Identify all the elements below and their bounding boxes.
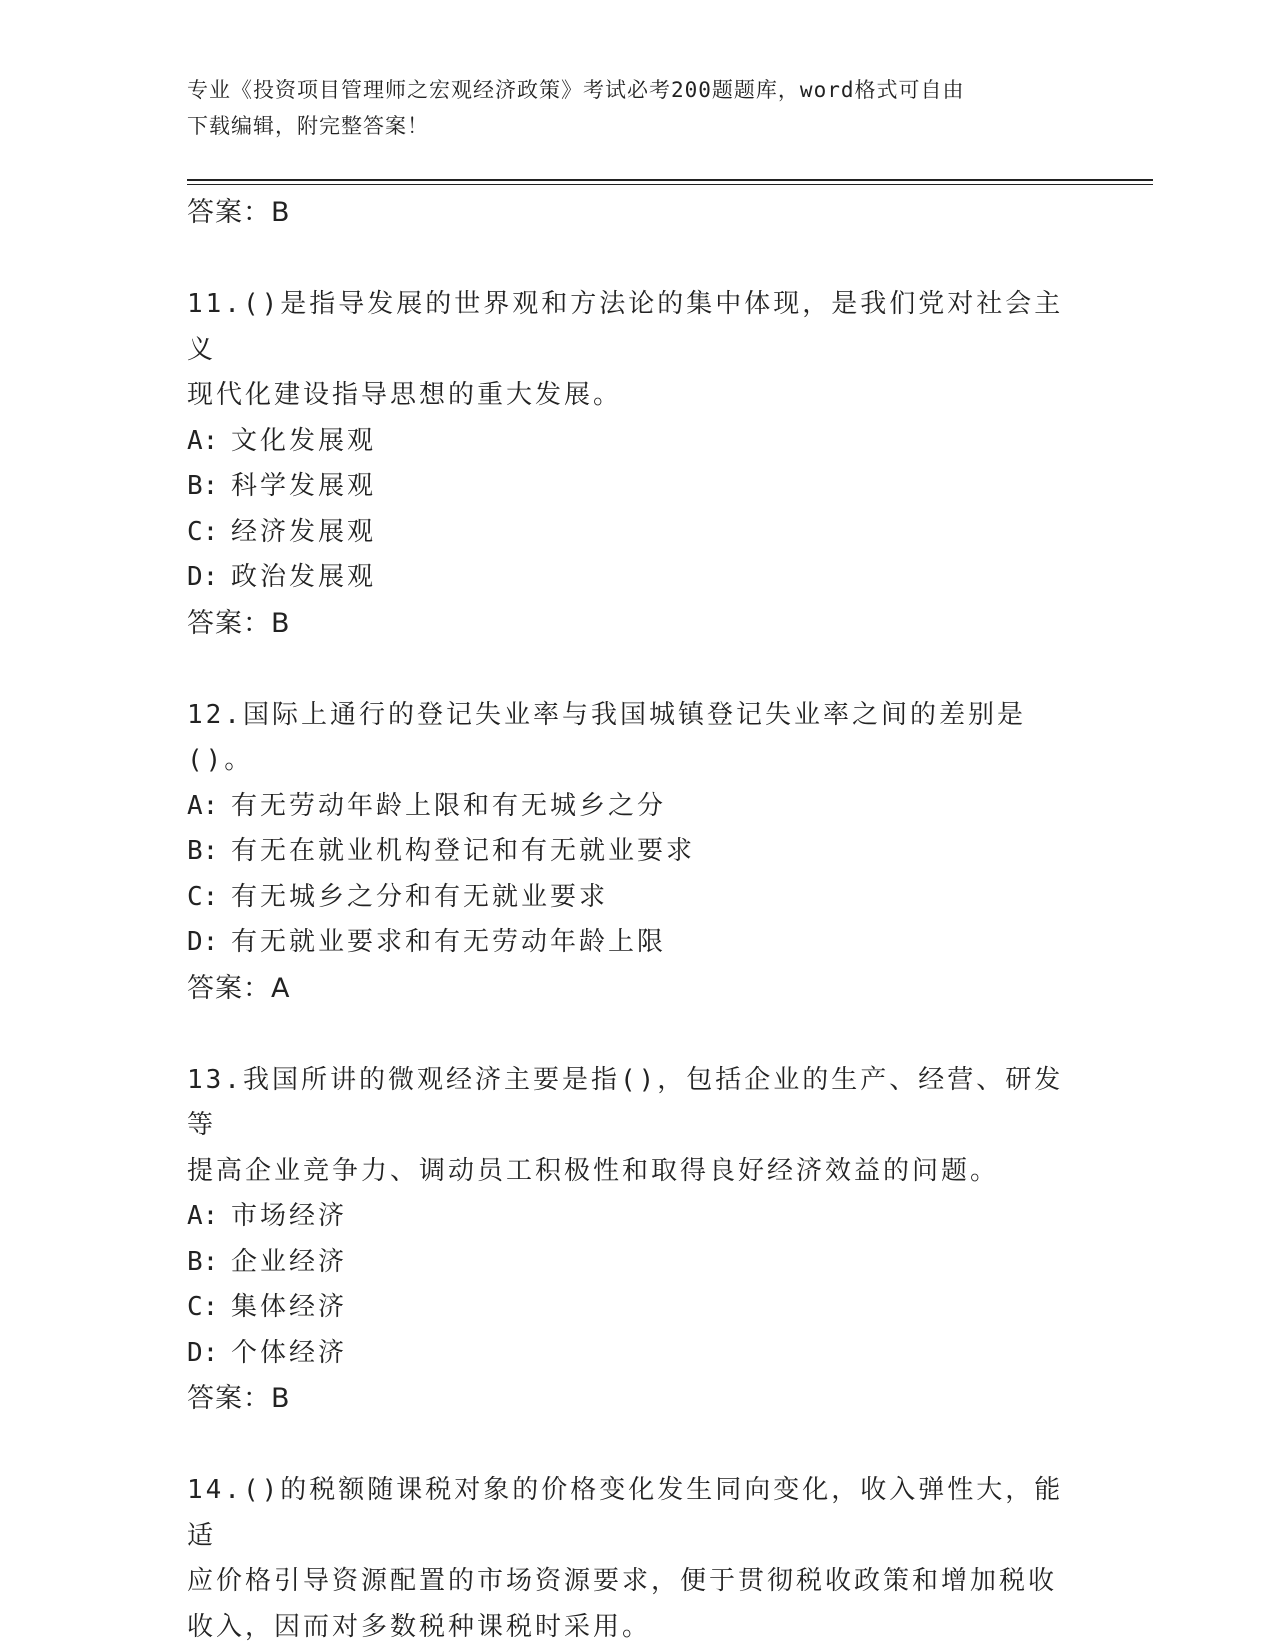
- option-b: [187, 829, 1087, 875]
- option-text: 市场经济: [231, 1201, 348, 1231]
- question-stem: 现代化建设指导思想的重大发展。: [187, 380, 623, 410]
- option-text: 经济发展观: [231, 516, 377, 547]
- option-text: 有无城乡之分和有无就业要求: [231, 881, 609, 912]
- question-block: [187, 693, 1087, 1012]
- question-stem: 12.国际上通行的登记失业率与我国城镇登记失业率之间的差别是()。: [187, 699, 1026, 775]
- answer-line: 答案：B: [187, 607, 291, 639]
- option-text: 科学发展观: [231, 471, 377, 501]
- option-text: 企业经济: [231, 1246, 348, 1277]
- option-a: [187, 1194, 1087, 1240]
- option-label: D:: [187, 1337, 219, 1368]
- option-text: 个体经济: [231, 1337, 348, 1368]
- question-block: [187, 282, 1087, 647]
- option-text: 集体经济: [231, 1292, 348, 1322]
- question-stem: 应价格引导资源配置的市场资源要求，便于贯彻税收政策和增加税收: [187, 1566, 1058, 1596]
- option-label: B:: [187, 1246, 219, 1277]
- option-label: C:: [187, 881, 219, 912]
- option-d: [187, 920, 1087, 966]
- option-label: C:: [187, 1292, 219, 1322]
- question-list: [187, 190, 1087, 1650]
- header-line-2: 下载编辑，附完整答案！: [187, 114, 429, 138]
- option-label: D:: [187, 927, 219, 957]
- answer-line: 答案：B: [187, 197, 291, 228]
- option-label: D:: [187, 562, 219, 592]
- option-c: [187, 875, 1087, 921]
- option-b: [187, 1240, 1087, 1286]
- header-rule-thin: [187, 184, 1153, 185]
- option-a: [187, 419, 1087, 465]
- question-stem: 13.我国所讲的微观经济主要是指()，包括企业的生产、经营、研发等: [187, 1064, 1064, 1140]
- option-label: A:: [187, 425, 219, 456]
- option-label: C:: [187, 516, 219, 547]
- question-stem: 14.()的税额随课税对象的价格变化发生同向变化，收入弹性大，能适: [187, 1475, 1064, 1551]
- option-c: [187, 510, 1087, 556]
- option-text: 有无在就业机构登记和有无就业要求: [231, 836, 696, 866]
- option-label: B:: [187, 836, 219, 866]
- option-text: 文化发展观: [231, 425, 377, 456]
- option-d: [187, 1331, 1087, 1377]
- answer-line: 答案：A: [187, 972, 291, 1004]
- option-b: [187, 464, 1087, 510]
- question-stem: 收入，因而对多数税种课税时采用。: [187, 1611, 652, 1642]
- option-label: A:: [187, 790, 219, 821]
- question-block: [187, 1468, 1087, 1650]
- answer-line: 答案：B: [187, 1383, 291, 1414]
- question-stem: 提高企业竞争力、调动员工积极性和取得良好经济效益的问题。: [187, 1155, 1000, 1186]
- option-text: 政治发展观: [231, 562, 377, 592]
- header-rule-thick: [187, 179, 1153, 181]
- document-header: [187, 72, 1067, 144]
- header-line-1: 专业《投资项目管理师之宏观经济政策》考试必考200题题库，word格式可自由: [187, 78, 965, 102]
- option-text: 有无就业要求和有无劳动年龄上限: [231, 927, 667, 957]
- option-text: 有无劳动年龄上限和有无城乡之分: [231, 790, 667, 821]
- option-c: [187, 1285, 1087, 1331]
- option-label: A:: [187, 1201, 219, 1231]
- option-d: [187, 555, 1087, 601]
- question-stem: 11.()是指导发展的世界观和方法论的集中体现，是我们党对社会主义: [187, 289, 1064, 365]
- option-label: B:: [187, 471, 219, 501]
- option-a: [187, 784, 1087, 830]
- question-block: [187, 1058, 1087, 1423]
